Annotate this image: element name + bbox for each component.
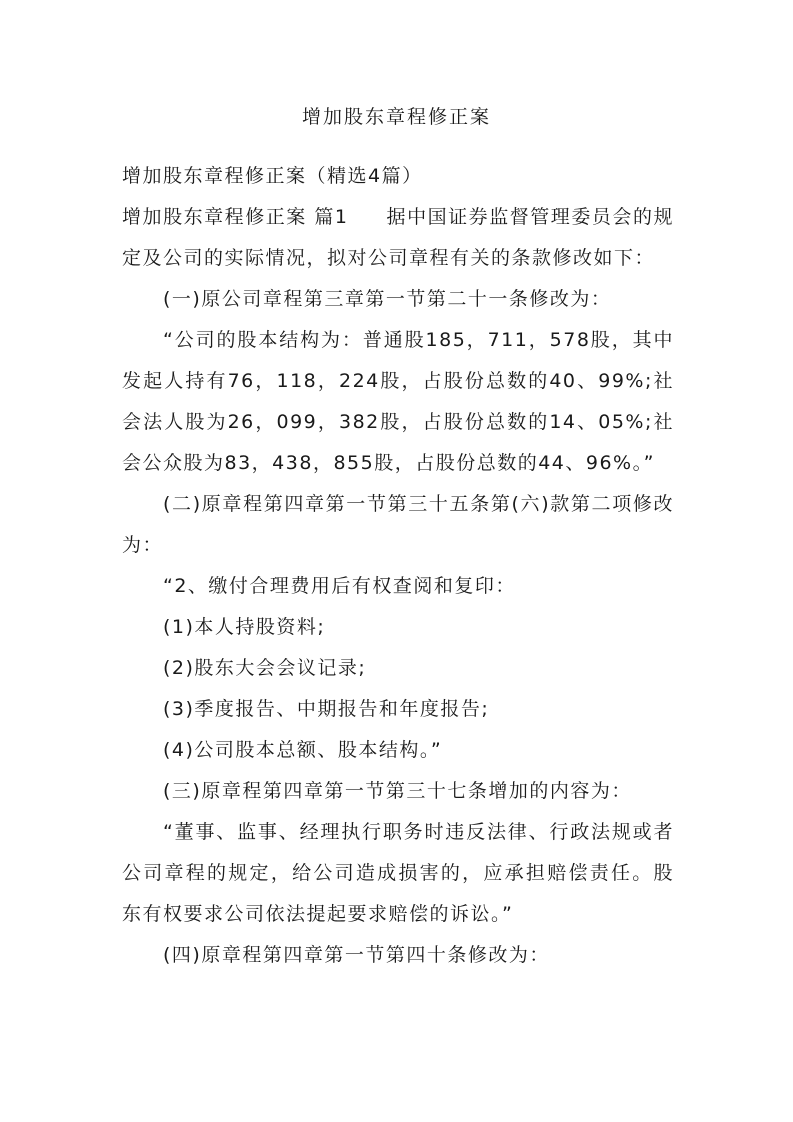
paragraph-11: (四)原章程第四章第一节第四十条修改为： [163,944,550,966]
paragraph-2: “公司的股本结构为：普通股185，711，578股，其中发起人持有76，118，224股，占股份总数的40、99%;社会法人股为26，099，382股，占股份总数的14、05%;社会公众股为83，438，855股，占股份总数的44、96%。” [122,329,674,474]
paragraph-7: (3)季度报告、中期报告和年度报告; [163,698,490,720]
paragraph-3: (二)原章程第四章第一节第三十五条第(六)款第二项修改为： [122,493,674,556]
paragraph-8: (4)公司股本总额、股本结构。” [163,739,443,761]
document-title: 增加股东章程修正案 [301,106,491,128]
paragraph-10: “董事、监事、经理执行职务时违反法律、行政法规或者公司章程的规定，给公司造成损害的，应承担赔偿责任。股东有权要求公司依法提起要求赔偿的诉讼。” [122,821,674,925]
document-subtitle: 增加股东章程修正案（精选4篇） [122,165,423,187]
paragraph-4: “2、缴付合理费用后有权查阅和复印： [163,575,516,597]
intro-text: 据中国证券监督管理委员会的规定及公司的实际情况，拟对公司章程有关的条款修改如下： [122,206,674,269]
paragraph-5: (1)本人持股资料; [163,616,326,638]
section-heading: 增加股东章程修正案 篇1 [122,206,349,228]
paragraph-6: (2)股东大会会议记录; [163,657,367,679]
document-body [122,156,674,976]
paragraph-1: (一)原公司章程第三章第一节第二十一条修改为： [163,288,612,310]
section-block [122,197,674,279]
paragraph-9: (三)原章程第四章第一节第三十七条增加的内容为： [163,780,632,802]
